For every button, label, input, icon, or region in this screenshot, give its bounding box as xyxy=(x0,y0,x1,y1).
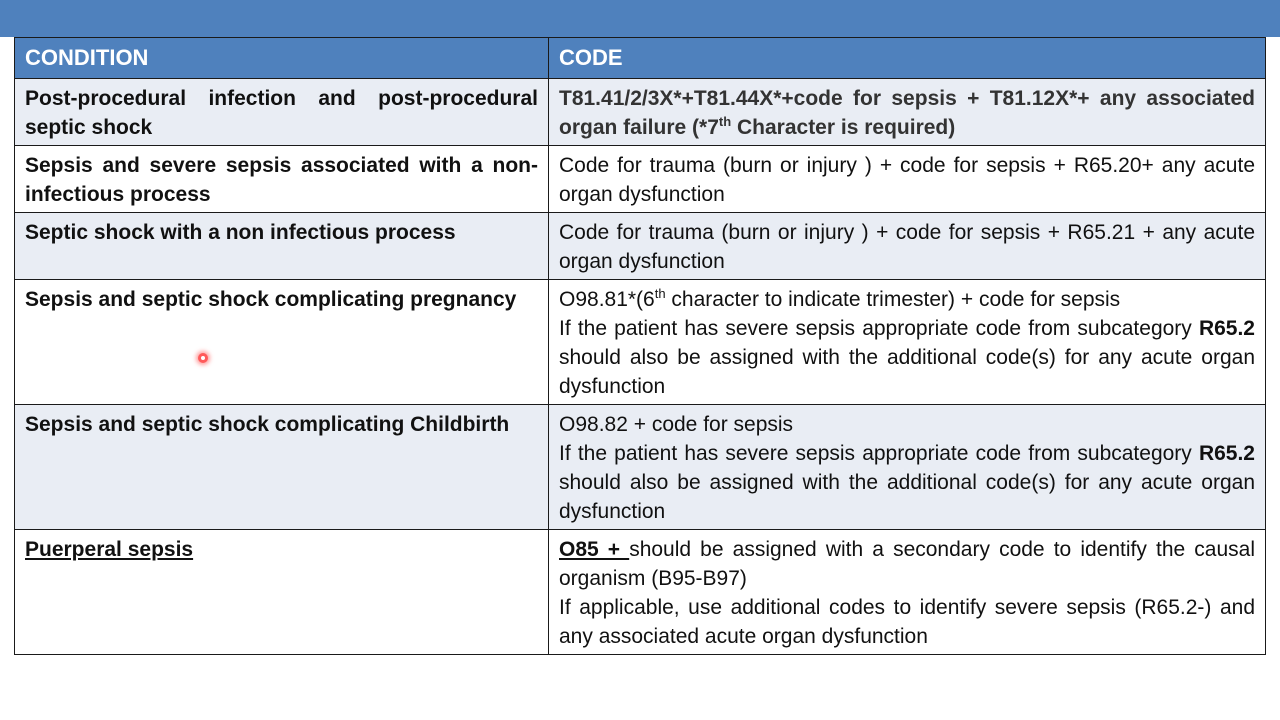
condition-cell xyxy=(15,530,549,655)
code-text-end: character to indicate trimester) + code for sepsis xyxy=(665,288,1121,311)
code-text: T81.41/2/3X*+T81.44X*+code for sepsis + T81.12X*+ any associated organ failure (*7 xyxy=(559,87,1255,139)
condition-text: Puerperal sepsis xyxy=(25,538,194,561)
table-row xyxy=(15,79,1266,146)
title-bar xyxy=(0,0,1280,37)
subcategory-code: R65.2 xyxy=(1198,317,1255,340)
code-cell xyxy=(549,530,1266,655)
code-text-end: Character is required) xyxy=(731,116,956,139)
code-column-header: CODE xyxy=(549,38,1266,79)
table-header-row xyxy=(15,38,1266,79)
condition-column-header: CONDITION xyxy=(15,38,549,79)
code-cell xyxy=(549,79,1266,146)
code-cell: Code for trauma (burn or injury ) + code for sepsis + R65.21 + any acute organ dysfunction xyxy=(549,213,1266,280)
code-text: O98.81*(6 xyxy=(559,288,655,311)
condition-cell: Sepsis and septic shock complicating pregnancy xyxy=(15,280,549,405)
subcategory-code: R65.2 xyxy=(1198,442,1255,465)
table-row xyxy=(15,280,1266,405)
note-text-end: should also be assigned with the additional code(s) for any acute organ dysfunction xyxy=(559,471,1255,523)
ordinal-suffix: th xyxy=(654,286,666,301)
condition-cell: Sepsis and septic shock complicating Childbirth xyxy=(15,405,549,530)
code-line xyxy=(559,535,1255,593)
note-text-end: should also be assigned with the additional code(s) for any acute organ dysfunction xyxy=(559,346,1255,398)
code-cell xyxy=(549,405,1266,530)
code-line: O98.82 + code for sepsis xyxy=(559,413,794,436)
code-note: If applicable, use additional codes to identify severe sepsis (R65.2-) and any associated acute organ dysfunction xyxy=(559,596,1255,648)
condition-cell: Post-procedural infection and post-procedural septic shock xyxy=(15,79,549,146)
primary-code: O85 + xyxy=(559,538,630,561)
code-note xyxy=(559,314,1255,401)
code-cell xyxy=(549,280,1266,405)
code-line xyxy=(559,285,1255,314)
table-row xyxy=(15,405,1266,530)
table-row xyxy=(15,213,1266,280)
condition-cell: Septic shock with a non infectious process xyxy=(15,213,549,280)
laser-pointer xyxy=(198,353,208,363)
ordinal-suffix: th xyxy=(718,114,732,129)
note-text: If the patient has severe sepsis appropriate code from subcategory xyxy=(559,442,1199,465)
code-cell: Code for trauma (burn or injury ) + code for sepsis + R65.20+ any acute organ dysfunction xyxy=(549,146,1266,213)
table-row xyxy=(15,146,1266,213)
note-text: If the patient has severe sepsis appropriate code from subcategory xyxy=(559,317,1199,340)
code-text: should be assigned with a secondary code to identify the causal organism (B95-B97) xyxy=(559,538,1255,590)
table-row xyxy=(15,530,1266,655)
sepsis-coding-table xyxy=(14,37,1266,655)
code-note xyxy=(559,439,1255,526)
condition-cell: Sepsis and severe sepsis associated with a non-infectious process xyxy=(15,146,549,213)
